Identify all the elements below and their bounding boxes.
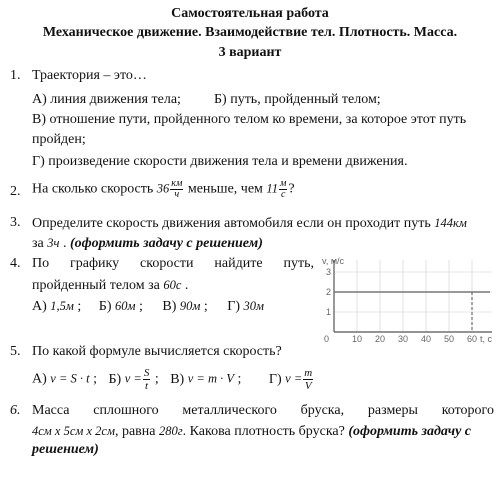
q2-unit-2: $\frac{м}{с}$	[279, 178, 287, 200]
x-tick-label: 30	[398, 334, 409, 344]
q3-line1: Определите скорость движения автомобиля если он проходит путь 144км	[32, 216, 467, 231]
q2-end: ?	[288, 181, 295, 197]
x-tick-label: 10	[352, 334, 363, 344]
variant-label: 3 вариант	[218, 45, 282, 60]
y-tick-label: 1	[326, 307, 332, 317]
q1-option-c-line2: пройден;	[32, 132, 86, 147]
q3-distance: 144км	[434, 216, 467, 230]
x-tick-label: 40	[421, 334, 432, 344]
q2-mid: меньше, чем	[187, 181, 263, 197]
q4-line2: пройденный телом за 60с .	[32, 278, 189, 293]
q4-time: 60с	[163, 278, 182, 292]
x-axis-label: t, с	[480, 334, 493, 344]
q4-line1: По графику скорости найдите путь,	[32, 256, 314, 271]
q6-number: 6.	[10, 403, 21, 418]
q3-number: 3.	[10, 215, 21, 230]
q2-unit-1: $\frac{км}{ч}$	[171, 178, 183, 200]
q3-note: (оформить задачу с решением)	[69, 236, 263, 251]
worksheet-title: Самостоятельная работа	[171, 6, 329, 21]
q5-number: 5.	[10, 344, 21, 359]
worksheet-subtitle: Механическое движение. Взаимодействие тел. Плотность. Масса.	[42, 25, 458, 40]
q6-note-end: решением)	[32, 442, 99, 457]
q2-value-1: 36	[156, 181, 170, 196]
y-axis-label: v, м/с	[322, 256, 345, 266]
q2-pre: На сколько скорость	[32, 181, 154, 197]
y-tick-label: 3	[326, 267, 332, 277]
x-tick-label: 60	[467, 334, 478, 344]
q1-option-c-line1: В) отношение пути, пройденного телом ко времени, за которое этот путь	[32, 112, 467, 127]
q6-dimensions: 4см х 5см х 2см	[32, 424, 115, 438]
q2-value-2: 11	[266, 181, 278, 196]
q5-options: А) v = S · t ; Б) v = $\frac{S}{t}$ ; В) v = m · V ; Г) v = $\frac{m}{V}$	[32, 367, 313, 392]
x-tick-label: 20	[375, 334, 386, 344]
x-tick-label: 50	[444, 334, 455, 344]
q1-option-b: Б) путь, пройденный телом;	[214, 92, 381, 107]
velocity-time-graph	[320, 256, 496, 344]
q6-line2: 4см х 5см х 2см, равна 280г. Какова плотность бруска? (оформить задачу с	[32, 424, 472, 439]
q6-line1: Масса сплошного металлического бруска, размеры которого	[32, 403, 494, 418]
q1-option-d: Г) произведение скорости движения тела и времени движения.	[32, 154, 408, 169]
q3-time: 3ч	[47, 236, 60, 250]
q5-formula-a: v = S · t	[50, 371, 90, 386]
q5-formula-d: $\frac{m}{V}$	[304, 367, 313, 392]
q5-formula-b: $\frac{S}{t}$	[143, 367, 150, 392]
q1-number: 1.	[10, 68, 21, 83]
q5-formula-c: v = m · V	[187, 371, 234, 386]
q2-line	[32, 179, 295, 200]
y-tick-label: 2	[326, 287, 332, 297]
q1-stem: Траектория – это…	[32, 68, 147, 83]
q4-number: 4.	[10, 256, 21, 271]
q4-options: А) 1,5м ; Б) 60м ; В) 90м ; Г) 30м	[32, 299, 264, 314]
x-tick-label: 0	[324, 334, 330, 344]
q6-mass: 280г	[158, 424, 183, 438]
q3-line2: за 3ч . (оформить задачу с решением)	[32, 236, 263, 251]
q2-number: 2.	[10, 184, 21, 199]
q1-option-a: А) линия движения тела;	[32, 92, 181, 107]
q5-stem: По какой формуле вычисляется скорость?	[32, 344, 282, 359]
